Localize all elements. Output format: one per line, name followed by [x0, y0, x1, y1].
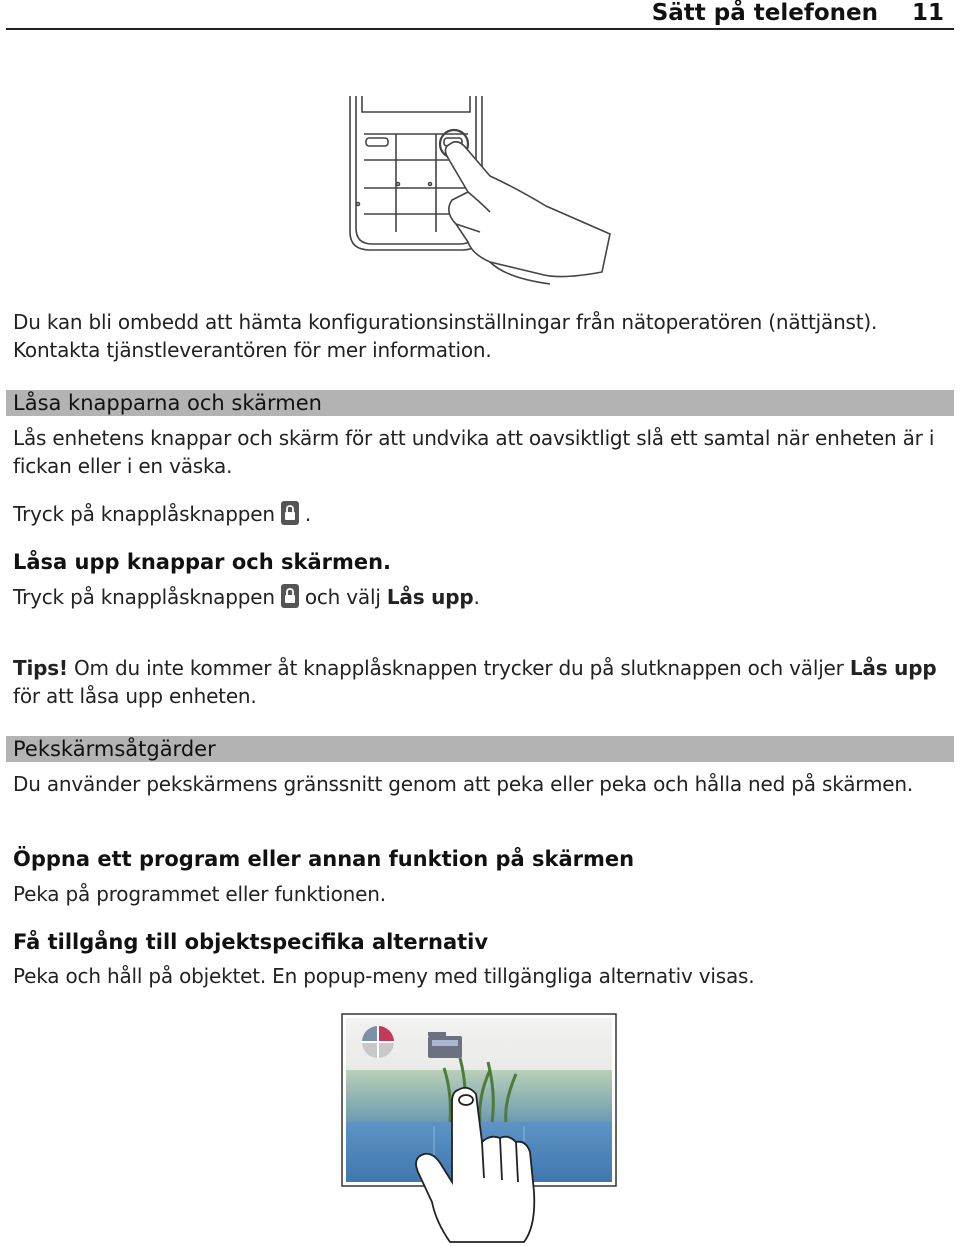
section-heading-lock — [6, 390, 954, 416]
tip-keyword: Lås upp — [849, 656, 937, 680]
section-heading-touch — [6, 736, 954, 762]
options-text: Peka och håll på objektet. En popup-meny med tillgängliga alternativ visas. — [13, 964, 755, 988]
page-header — [6, 0, 954, 30]
lock-step — [13, 500, 946, 528]
intro-paragraph: Du kan bli ombedd att hämta konfigurationsinställningar från nätoperatören (nättjänst). Kontakta tjänstleverantören för mer information. — [13, 310, 878, 362]
page-number: 11 — [911, 0, 944, 26]
lock-description: Lås enhetens knappar och skärm för att undvika att oavsiktligt slå ett samtal när enheten är i fickan eller i en väska. — [13, 426, 935, 478]
section-heading-touch-text: Pekskärmsåtgärder — [13, 737, 216, 761]
lock-key-icon — [281, 501, 299, 525]
unlock-keyword: Lås upp — [386, 585, 474, 609]
lock-key-icon — [281, 584, 299, 608]
unlock-step-prefix: Tryck på knapplåsknappen — [13, 585, 275, 609]
lock-step-prefix: Tryck på knapplåsknappen — [13, 502, 275, 526]
lock-step-suffix: . — [304, 502, 311, 526]
tip-paragraph — [13, 654, 946, 710]
section-heading-lock-text: Låsa knapparna och skärmen — [13, 391, 322, 415]
tip-label: Tips! — [13, 656, 68, 680]
tip-text: Om du inte kommer åt knapplåsknappen trycker du på slutknappen och väljer — [74, 656, 844, 680]
page-title: Sätt på telefonen — [651, 0, 878, 26]
unlock-heading: Låsa upp knappar och skärmen. — [13, 550, 392, 574]
touchscreen-tap-illustration — [340, 1012, 620, 1244]
open-heading: Öppna ett program eller annan funktion på skärmen — [13, 847, 635, 871]
phone-keypad-illustration — [340, 92, 620, 288]
open-text: Peka på programmet eller funktionen. — [13, 882, 386, 906]
unlock-step-middle: och välj — [304, 585, 381, 609]
tip-suffix: för att låsa upp enheten. — [13, 684, 257, 708]
touch-description: Du använder pekskärmens gränssnitt genom att peka eller peka och hålla ned på skärmen. — [13, 772, 913, 796]
options-heading: Få tillgång till objektspecifika alternativ — [13, 930, 489, 954]
unlock-step — [13, 583, 946, 611]
unlock-step-suffix: . — [473, 585, 480, 609]
